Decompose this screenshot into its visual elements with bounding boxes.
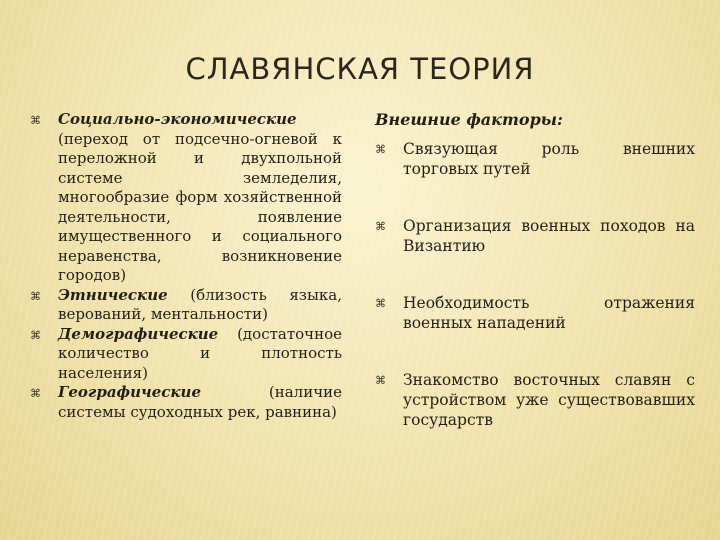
x-bullet-icon: ⌘: [30, 328, 41, 342]
external-factors-heading: Внешние факторы:: [375, 110, 563, 129]
factor-term: Социально-экономические: [58, 110, 297, 128]
list-item: [30, 383, 342, 422]
list-item: [30, 286, 342, 325]
factor-description: Связующая роль внешних торговых путей: [403, 140, 695, 178]
internal-factors-column: [30, 110, 342, 422]
factor-description: (переход от подсечно-огневой к переложной и двухпольной системе земледелия, многообразие форм хозяйственной деятельности, появление имущественного и социального неравенства, возникновение городов): [58, 129, 342, 284]
x-bullet-icon: ⌘: [375, 220, 386, 233]
x-bullet-icon: ⌘: [375, 143, 386, 156]
factor-term: Этнические: [58, 285, 168, 304]
factor-term: Географические: [58, 383, 201, 401]
list-item: [30, 325, 342, 384]
factor-description: (наличие системы судоходных рек, равнина): [58, 383, 342, 421]
x-bullet-icon: ⌘: [375, 374, 386, 387]
factor-description: (достаточное количество и плотность населения): [58, 324, 342, 382]
factor-term: Демографические: [58, 324, 219, 343]
external-factors-column: [375, 110, 695, 467]
list-item: [375, 370, 695, 430]
x-bullet-icon: ⌘: [30, 114, 41, 127]
factor-description: Знакомство восточных славян с устройством уже существовавших государств: [403, 371, 695, 429]
list-item: [375, 139, 695, 179]
slide-title: СЛАВЯНСКАЯ ТЕОРИЯ: [185, 52, 535, 86]
factor-description: Организация военных походов на Византию: [403, 217, 695, 255]
factor-description: (близость языка, верований, ментальности): [58, 285, 342, 323]
list-item: [30, 110, 342, 286]
x-bullet-icon: ⌘: [30, 387, 41, 400]
list-item: [375, 216, 695, 256]
x-bullet-icon: ⌘: [30, 289, 41, 303]
x-bullet-icon: ⌘: [375, 297, 386, 310]
list-item: [375, 293, 695, 333]
factor-description: Необходимость отражения военных нападений: [403, 294, 695, 332]
